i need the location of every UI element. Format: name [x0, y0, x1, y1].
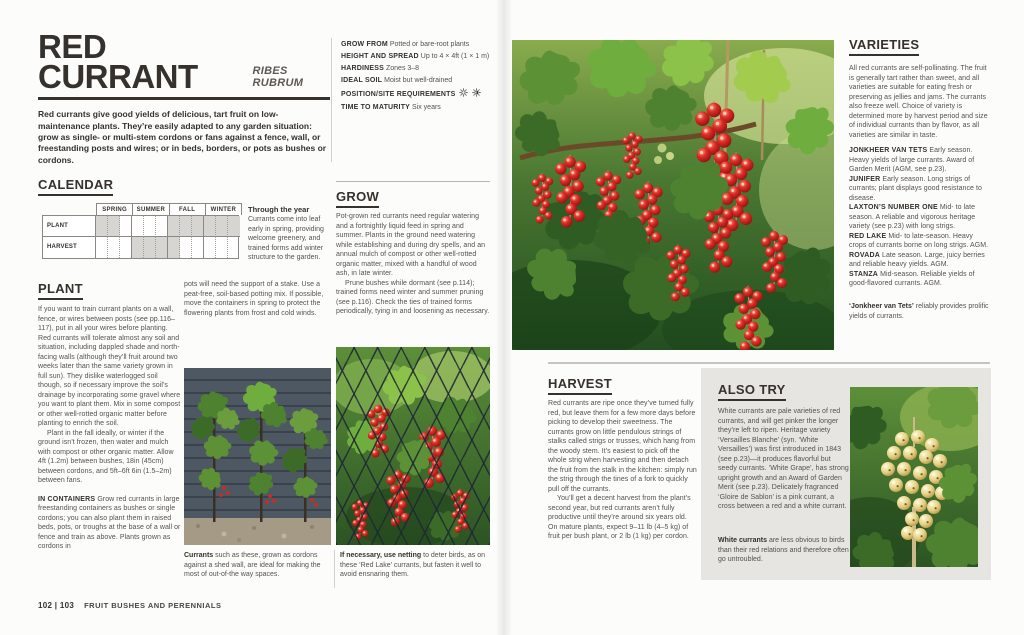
variety-desc: Mid-season. Reliable yields of good-flavored currants. AGM. [849, 270, 975, 288]
fact-value: Six years [412, 103, 441, 111]
grow-column [336, 212, 490, 317]
variety-entry [849, 232, 992, 251]
calendar-cell [168, 216, 180, 237]
calendar-cell [132, 216, 144, 237]
caption-white-currants [718, 536, 850, 565]
fact-value: Up to 4 × 4ft (1 × 1 m) [420, 52, 490, 60]
variety-entry [849, 270, 992, 289]
caption-text: such as these, grown as cordons against a shed wall, are ideal for making the most of out-of-the way spaces. [184, 552, 321, 579]
harvest-section-heading [548, 375, 612, 395]
calendar-cell [156, 216, 168, 237]
page-gutter [496, 0, 512, 635]
variety-name: ROVADA [849, 251, 881, 259]
fact-label: HEIGHT AND SPREAD [341, 52, 419, 60]
variety-entry [849, 175, 992, 204]
calendar-cell [120, 237, 132, 258]
photo-red-currants-main [512, 40, 834, 350]
section-title: PLANT [38, 281, 83, 300]
variety-entry [849, 203, 992, 232]
calendar-cell [216, 216, 228, 237]
calendar-cell [192, 216, 204, 237]
caption-jonkheer [849, 302, 992, 321]
plant-section-heading [38, 280, 83, 300]
calendar-note [248, 205, 328, 263]
calendar-cell [180, 216, 192, 237]
calendar-cell [156, 237, 168, 258]
calendar-cell [216, 237, 228, 258]
caption-lead: ‘Jonkheer van Tets’ [849, 302, 914, 310]
variety-name: LAXTON’S NUMBER ONE [849, 204, 938, 212]
page-footer [38, 601, 222, 610]
intro-paragraph: Red currants give good yields of delicious, tart fruit on low-maintenance plants. They’re easily adapted to any garden situation: grow as single- or multi-stem cordons or fans against a fence, wall, or freestanding posts and wires; or in beds, borders, or pots as bushes or cordons. [38, 109, 327, 165]
variety-desc: Early season. Long strigs of currants; plant displays good resistance to disease. [849, 175, 982, 202]
caption-netting [340, 551, 490, 580]
species-name: RIBES RUBRUM [252, 65, 304, 90]
fact-height-spread [341, 52, 493, 61]
variety-entry [849, 251, 992, 270]
caption-cordons [184, 551, 327, 580]
variety-desc: Mid- to late-season. Heavy crops of currants borne on long strigs. AGM. [849, 232, 989, 250]
page-title: RED CURRANT [38, 28, 198, 95]
caption-text: reliably provides prolific yields of currants. [849, 302, 989, 320]
in-containers-label: IN CONTAINERS [38, 495, 96, 503]
also-try-body: White currants are pale varieties of red currants, and will get pinker the longer they’re left to ripen. Heritage variety ‘Versailles Blanche’ (syn. ‘White Versailles’) was first introduced in 1843 (see p.23)—it produces flavorful but seedy currants. ‘White Grape’, has strong upright growth and an Award of Garden Merit (see p.23). Delicately fragranced ‘Gloire de Sablon’ is a pink currant, a cross between a red and a white currant. [718, 408, 849, 511]
also-try-heading [718, 381, 786, 401]
fact-hardiness [341, 64, 493, 73]
fact-label: GROW FROM [341, 41, 388, 48]
calendar-cell [108, 237, 120, 258]
varieties-section [849, 36, 992, 321]
fact-value: Moist but well-drained [384, 76, 453, 84]
divider-vertical-top [331, 38, 332, 162]
harvest-column [548, 399, 698, 542]
section-title: VARIETIES [849, 37, 919, 56]
calendar-cell [120, 216, 132, 237]
section-title: ALSO TRY [718, 382, 786, 401]
divider-right-page [548, 362, 990, 364]
note-text: Currants come into leaf early in spring, providing welcome greenery, and trained forms add winter structure to the garden. [248, 216, 324, 262]
section-title: GROW [336, 189, 379, 208]
fact-label: POSITION/SITE REQUIREMENTS [341, 90, 456, 98]
fact-label: TIME TO MATURITY [341, 103, 411, 111]
calendar-cell [108, 216, 120, 237]
caption-text: are less obvious to birds than their red relations and therefore often go untroubled. [718, 537, 849, 564]
calendar-cell [192, 237, 204, 258]
calendar-cell [96, 237, 108, 258]
grow-paragraph: Pot-grown red currants need regular watering and a fortnightly liquid feed in spring and summer. Plants in the ground need watering while establishing and during dry spells, and an annual mulch of compost or other well-rotted organic matter, mixed with a handful of wood ash, in late winter. [336, 213, 486, 278]
variety-name: RED LAKE [849, 232, 887, 240]
note-title: Through the year [248, 205, 310, 214]
calendar-cell [96, 216, 108, 237]
calendar-row-label: HARVEST [43, 237, 96, 258]
variety-name: STANZA [849, 270, 879, 278]
calendar-season-header [96, 203, 242, 215]
plant-paragraph: If you want to train currant plants on a wall, fence, or wires between posts (see pp.116–117), put in all your wires before planting. Red currants will tolerate almost any soil and situation, including dappled shade and north-facing walls (although they’ll fruit around two weeks later than the same variety grown in full sun). They dislike waterlogged soil though, so if necessary improve the soil’s drainage by incorporating some gravel where you want to plant them. Mix in some compost or other well-rotted organic matter before planting to enrich the soil. [38, 306, 181, 428]
containers-text: Grow red currants in large freestanding containers as bushes or single cordons; you can also plant them in raised beds, pots, or troughs at the base of a wall or fence and train as above. Plants grown as cordons in [38, 495, 181, 551]
fact-maturity [341, 103, 493, 112]
calendar-section-heading [38, 176, 113, 196]
divider-captions [334, 550, 335, 588]
divider-grow-top [336, 181, 490, 182]
harvest-paragraph: You’ll get a decent harvest from the plant’s second year, but red currants aren’t fully productive until they’re around six years old. On mature plants, expect 9–11 lb (4–5 kg) of fruit per bush plant, or 2 lb (1 kg) per cordon. [548, 495, 691, 541]
partial-shade-icon [472, 92, 481, 99]
fact-ideal-soil [341, 76, 493, 85]
footer-section-title: FRUIT BUSHES AND PERENNIALS [84, 601, 222, 610]
grow-paragraph: Prune bushes while dormant (see p.114); trained forms need winter and summer pruning (see p.116). Check the ties of trained forms periodically, tying in and loosening as necessary. [336, 279, 490, 316]
calendar-cell [204, 216, 216, 237]
fact-grow-from [341, 40, 493, 49]
plant-paragraph: pots will need the support of a stake. Use a peat-free, soil-based potting mix. If possible, move the containers in spring to protect the flowering plants from frost and cold winds. [184, 281, 324, 317]
variety-desc: Early season. Heavy yields of large currants. Award of Garden Merit (AGM, see p.23). [849, 147, 975, 174]
section-title: CALENDAR [38, 177, 113, 196]
calendar-cell [228, 216, 240, 237]
full-sun-icon [459, 92, 468, 99]
page-numbers: 102 | 103 [38, 601, 75, 610]
calendar-cell [228, 237, 240, 258]
fact-value: Potted or bare-root plants [389, 41, 470, 48]
photo-netting [336, 347, 490, 545]
caption-lead: Currants [184, 552, 214, 559]
variety-entry [849, 146, 992, 175]
variety-name: JUNIFER [849, 175, 881, 183]
fact-label: HARDINESS [341, 64, 385, 72]
net-pattern [336, 347, 490, 545]
photo-cordons-shed [184, 368, 331, 545]
caption-lead: If necessary, use netting [340, 552, 422, 559]
varieties-intro: All red currants are self-pollinating. The fruit is generally tart rather than sweet, and all varieties are suitable for eating fresh or preserving as jellies and jams. The currants also freeze well. Choice of variety is determined more by harvest period and size of individual currants than by flavor, as all varieties are similar in taste. [849, 65, 988, 139]
calendar-cell [168, 237, 180, 258]
variety-name: JONKHEER VAN TETS [849, 147, 928, 155]
caption-text: to deter birds, as on these ‘Red Lake’ currants, but fasten it well to avoid ensnaring them. [340, 552, 486, 579]
calendar-season: SPRING [102, 207, 128, 213]
section-title: HARVEST [548, 376, 612, 395]
grow-section-heading [336, 188, 379, 208]
title-block [38, 28, 330, 166]
calendar-season: SUMMER [132, 204, 168, 215]
plant-column-2 [184, 280, 331, 318]
caption-lead: White currants [718, 537, 768, 544]
plant-column-1 [38, 305, 181, 552]
fact-value: Zones 3–8 [385, 64, 420, 72]
fact-label: IDEAL SOIL [341, 76, 383, 84]
fact-file [341, 40, 493, 115]
calendar-cell [132, 237, 144, 258]
calendar-table [42, 203, 242, 259]
plant-paragraph: Plant in the fall ideally, or winter if the ground isn’t frozen, then water and mulch with compost or other organic matter. Allow 4ft (1.2m) between bushes, 18in (45cm) between cordons, and 5ft–6ft 6in (1.5–2m) between fans. [38, 429, 174, 485]
harvest-paragraph: Red currants are ripe once they’ve turned fully red, but leave them for a few more days before picking to develop their sweetness. The currants grow on little pendulous strings of stalks called strigs or trusses, which hang from the woody stem. It’s easiest to pick off the whole strig when harvesting and then detach the fruit from the stalk in the kitchen: simply run the strig through the tines of a fork to quickly pull off the currants. [548, 400, 697, 493]
variety-desc: Late season. Large, juicy berries and reliable heavy yields. AGM. [849, 251, 985, 269]
calendar-row-label: PLANT [43, 216, 96, 237]
calendar-season: WINTER [205, 204, 241, 215]
also-try-box [701, 368, 991, 580]
photo-white-currants [850, 387, 978, 567]
variety-desc: Mid- to late season. A reliable and vigorous heritage variety (see p.23) with long strigs. [849, 204, 976, 231]
calendar-season: FALL [169, 204, 205, 215]
calendar-cell [204, 237, 216, 258]
calendar-cell [144, 216, 156, 237]
calendar-cell [144, 237, 156, 258]
calendar-cell [180, 237, 192, 258]
plant-containers-paragraph [38, 495, 181, 552]
fact-position [341, 88, 493, 100]
